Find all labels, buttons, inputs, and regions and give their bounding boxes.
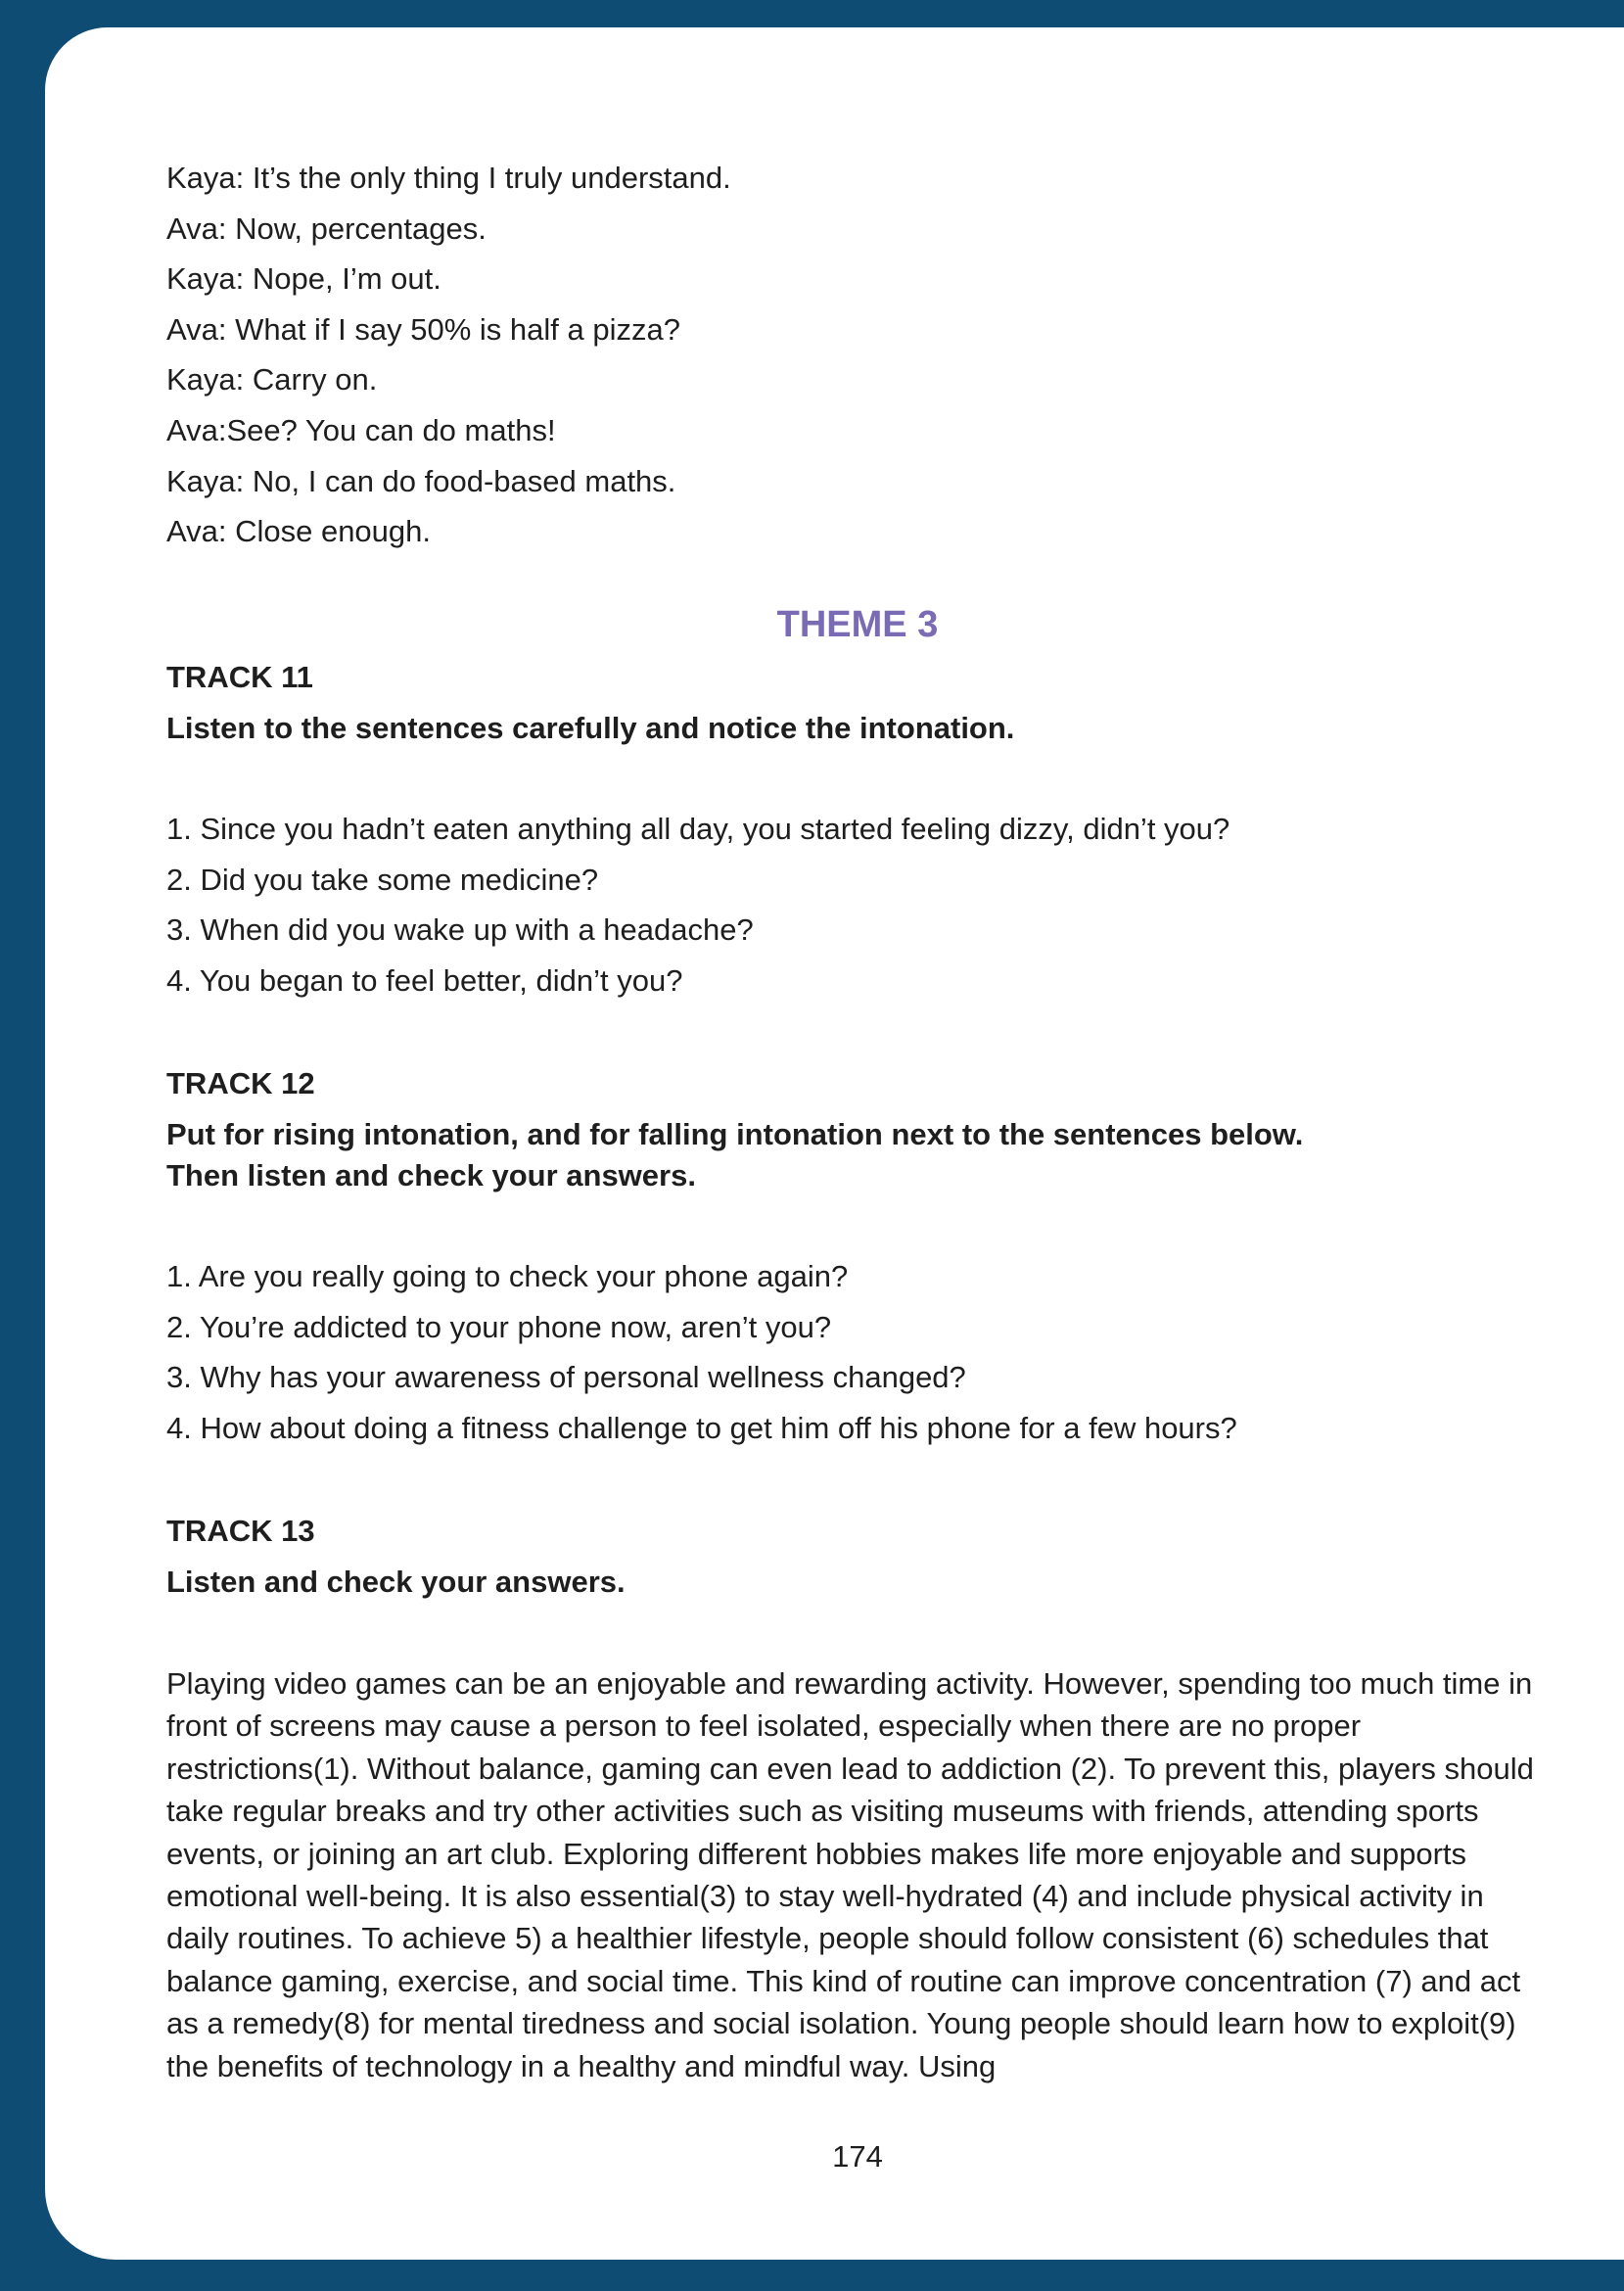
track-12-item: 2. You’re addicted to your phone now, aren’t you? (166, 1310, 832, 1344)
track-12-item: 1. Are you really going to check your phone again? (166, 1259, 849, 1293)
track-13-title: TRACK 13 (166, 1514, 315, 1548)
track-11-item: 3. When did you wake up with a headache? (166, 912, 754, 947)
dialogue-line: Kaya: Nope, I’m out. (166, 261, 441, 296)
track-11-item: 2. Did you take some medicine? (166, 863, 599, 897)
page-sheet (45, 27, 1624, 2260)
dialogue-line: Kaya: It’s the only thing I truly understand. (166, 161, 731, 195)
theme-heading: THEME 3 (776, 604, 939, 645)
track-12-instruction: Put for rising intonation, and for falling intonation next to the sentences below. (166, 1117, 1304, 1151)
dialogue-line: Kaya: Carry on. (166, 362, 378, 397)
dialogue-line: Ava: Now, percentages. (166, 211, 487, 246)
track-11-item: 4. You began to feel better, didn’t you? (166, 963, 683, 998)
dialogue-line: Ava: Close enough. (166, 514, 432, 548)
dialogue-line: Kaya: No, I can do food-based maths. (166, 464, 676, 498)
track-13-instruction: Listen and check your answers. (166, 1565, 626, 1599)
dialogue-line: Ava: What if I say 50% is half a pizza? (166, 312, 680, 347)
page-number: 174 (832, 2139, 883, 2174)
track-12-item: 3. Why has your awareness of personal wellness changed? (166, 1360, 966, 1394)
track-12-instruction: Then listen and check your answers. (166, 1158, 696, 1192)
track-12-item: 4. How about doing a fitness challenge to get him off his phone for a few hours? (166, 1411, 1237, 1445)
track-11-item: 1. Since you hadn’t eaten anything all day, you started feeling dizzy, didn’t you? (166, 812, 1230, 846)
track-12-title: TRACK 12 (166, 1066, 315, 1100)
track-13-paragraph: Playing video games can be an enjoyable and rewarding activity. However, spending too much time in front of screens may cause a person to feel isolated, especially when there are no proper restrictions(1). Without balance, gaming can even lead to addiction (2). To prevent this, players should take regular breaks and try other activities such as visiting museums with friends, attending sports events, or joining an art club. Exploring different hobbies makes life more enjoyable and supports emotional well-being. It is also essential(3) to stay well-hydrated (4) and include physical activity in daily routines. To achieve 5) a healthier lifestyle, people should follow consistent (6) schedules that balance gaming, exercise, and social time. This kind of routine can improve concentration (7) and act as a remedy(8) for mental tiredness and social isolation. Young people should learn how to exploit(9) the benefits of technology in a healthy and mindful way. Using (166, 1666, 1534, 2083)
track-11-instruction: Listen to the sentences carefully and notice the intonation. (166, 711, 1015, 745)
dialogue-line: Ava:See? You can do maths! (166, 413, 556, 447)
track-11-title: TRACK 11 (166, 660, 313, 694)
